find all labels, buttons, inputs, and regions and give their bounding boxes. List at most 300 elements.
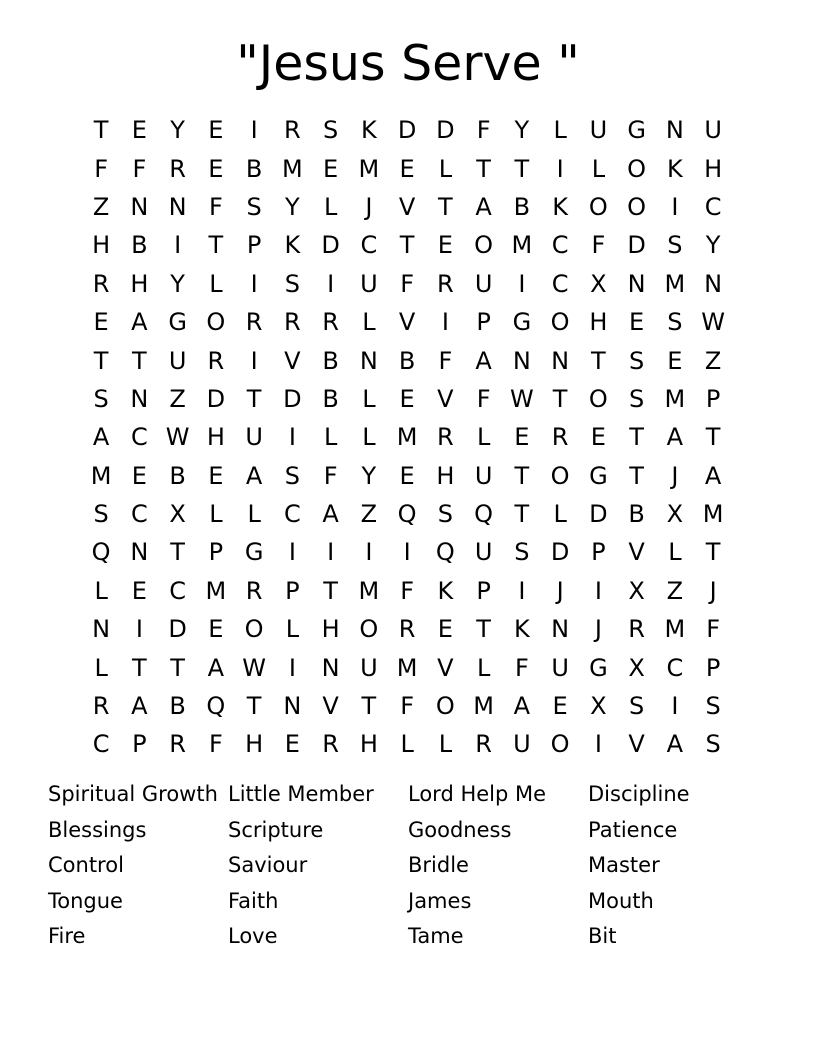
grid-letter[interactable]: S xyxy=(246,192,262,221)
grid-letter[interactable]: B xyxy=(628,500,645,529)
grid-letter[interactable]: U xyxy=(360,653,378,682)
grid-letter[interactable]: F xyxy=(438,346,453,375)
grid-letter[interactable]: H xyxy=(130,269,149,298)
grid-letter[interactable]: D xyxy=(206,384,226,413)
grid-letter[interactable]: R xyxy=(398,615,416,644)
grid-letter[interactable]: M xyxy=(282,154,303,183)
grid-letter[interactable]: L xyxy=(209,500,223,529)
grid-letter[interactable]: K xyxy=(361,116,377,145)
grid-letter[interactable]: T xyxy=(591,346,606,375)
grid-letter[interactable]: E xyxy=(437,231,453,260)
grid-letter[interactable]: L xyxy=(438,154,453,183)
grid-letter[interactable]: T xyxy=(170,538,185,567)
grid-letter[interactable]: C xyxy=(92,730,110,759)
grid-letter[interactable]: M xyxy=(664,269,686,298)
grid-letter[interactable]: E xyxy=(590,423,606,452)
grid-letter[interactable]: R xyxy=(437,423,454,452)
grid-letter[interactable]: V xyxy=(437,653,454,682)
grid-letter[interactable]: H xyxy=(436,461,455,490)
grid-letter[interactable]: F xyxy=(400,576,415,605)
grid-letter[interactable]: E xyxy=(399,461,415,490)
grid-letter[interactable]: T xyxy=(170,653,185,682)
grid-letter[interactable]: R xyxy=(284,116,301,145)
grid-letter[interactable]: E xyxy=(323,154,339,183)
grid-letter[interactable]: B xyxy=(513,192,531,221)
grid-letter[interactable]: S xyxy=(437,500,453,529)
grid-letter[interactable]: E xyxy=(399,154,415,183)
grid-letter[interactable]: P xyxy=(591,538,606,567)
grid-row xyxy=(82,303,742,341)
grid-letter[interactable]: J xyxy=(594,615,602,644)
grid-letter[interactable]: Z xyxy=(169,384,186,413)
grid-letter[interactable]: E xyxy=(437,615,453,644)
grid-letter[interactable]: W xyxy=(510,384,534,413)
grid-letter[interactable]: G xyxy=(244,538,264,567)
grid-letter[interactable]: A xyxy=(92,423,110,452)
grid-letter[interactable]: N xyxy=(359,346,378,375)
grid-letter[interactable]: T xyxy=(361,692,377,721)
grid-letter[interactable]: E xyxy=(208,461,224,490)
grid-letter[interactable]: M xyxy=(511,231,533,260)
grid-letter[interactable]: D xyxy=(436,116,455,145)
grid-letter[interactable]: U xyxy=(360,269,378,298)
grid-letter[interactable]: C xyxy=(551,231,569,260)
grid-letter[interactable]: K xyxy=(514,615,530,644)
grid-letter[interactable]: A xyxy=(475,192,492,221)
grid-letter[interactable]: L xyxy=(94,576,108,605)
grid-letter[interactable]: T xyxy=(514,461,530,490)
grid-letter[interactable]: H xyxy=(245,730,264,759)
grid-letter[interactable]: D xyxy=(283,384,302,413)
grid-letter[interactable]: R xyxy=(322,308,339,337)
grid-letter[interactable]: T xyxy=(399,231,415,260)
grid-letter[interactable]: O xyxy=(474,231,494,260)
grid-letter[interactable]: S xyxy=(629,346,645,375)
grid-letter[interactable]: Q xyxy=(206,692,226,721)
grid-letter[interactable]: M xyxy=(473,692,494,721)
grid-letter[interactable]: F xyxy=(208,192,223,221)
grid-letter[interactable]: A xyxy=(704,461,722,490)
grid-letter[interactable]: M xyxy=(702,500,724,529)
grid-letter[interactable]: N xyxy=(551,346,570,375)
grid-letter[interactable]: I xyxy=(441,308,449,337)
grid-letter[interactable]: N xyxy=(130,538,149,567)
grid-letter[interactable]: O xyxy=(206,308,226,337)
grid-letter[interactable]: N xyxy=(512,346,531,375)
grid-letter[interactable]: N xyxy=(704,269,723,298)
grid-letter[interactable]: X xyxy=(590,269,607,298)
grid-letter[interactable]: Z xyxy=(666,576,684,605)
grid-letter[interactable]: W xyxy=(165,423,190,452)
word-list-item: Mouth xyxy=(588,888,654,913)
grid-letter[interactable]: I xyxy=(288,653,296,682)
grid-letter[interactable]: B xyxy=(169,692,186,721)
grid-letter[interactable]: S xyxy=(514,538,530,567)
grid-letter[interactable]: L xyxy=(553,500,567,529)
grid-letter[interactable]: S xyxy=(629,384,645,413)
grid-letter[interactable]: B xyxy=(131,231,148,260)
grid-letter[interactable]: C xyxy=(666,653,684,682)
word-list-item: Tongue xyxy=(48,888,123,913)
grid-letter[interactable]: A xyxy=(666,730,684,759)
grid-letter[interactable]: M xyxy=(90,461,112,490)
grid-letter[interactable]: L xyxy=(591,154,606,183)
word-list-item: Patience xyxy=(588,817,678,842)
grid-letter[interactable]: J xyxy=(556,576,564,605)
grid-letter[interactable]: S xyxy=(667,308,683,337)
grid-letter[interactable]: C xyxy=(130,500,148,529)
grid-letter[interactable]: P xyxy=(246,231,262,260)
grid-letter[interactable]: E xyxy=(208,116,224,145)
grid-letter[interactable]: P xyxy=(285,576,300,605)
grid-letter[interactable]: T xyxy=(438,192,453,221)
grid-letter[interactable]: L xyxy=(553,116,567,145)
grid-letter[interactable]: F xyxy=(476,384,491,413)
grid-letter[interactable]: N xyxy=(130,192,149,221)
grid-letter[interactable]: E xyxy=(131,461,147,490)
grid-letter[interactable]: O xyxy=(627,192,647,221)
grid-letter[interactable]: S xyxy=(705,692,721,721)
grid-letter[interactable]: U xyxy=(474,269,493,298)
grid-letter[interactable]: N xyxy=(665,116,684,145)
grid-letter[interactable]: C xyxy=(283,500,301,529)
grid-letter[interactable]: A xyxy=(131,692,148,721)
grid-letter[interactable]: V xyxy=(398,192,416,221)
grid-letter[interactable]: N xyxy=(92,615,111,644)
grid-letter[interactable]: Y xyxy=(170,269,185,298)
grid-letter[interactable]: S xyxy=(284,461,300,490)
grid-letter[interactable]: X xyxy=(590,692,607,721)
grid-letter[interactable]: N xyxy=(130,384,149,413)
grid-letter[interactable]: O xyxy=(359,615,379,644)
grid-letter[interactable]: C xyxy=(551,269,569,298)
grid-letter[interactable]: A xyxy=(207,653,225,682)
grid-letter[interactable]: F xyxy=(132,154,147,183)
grid-letter[interactable]: H xyxy=(92,231,111,260)
grid-letter[interactable]: T xyxy=(246,692,262,721)
grid-letter[interactable]: K xyxy=(552,192,568,221)
grid-letter[interactable]: U xyxy=(474,538,493,567)
grid-letter[interactable]: D xyxy=(397,116,417,145)
grid-letter[interactable]: N xyxy=(627,269,646,298)
grid-letter[interactable]: I xyxy=(327,269,335,298)
grid-letter[interactable]: T xyxy=(132,653,147,682)
grid-letter[interactable]: Q xyxy=(91,538,111,567)
grid-letter[interactable]: U xyxy=(704,116,722,145)
grid-letter[interactable]: F xyxy=(400,692,415,721)
grid-letter[interactable]: R xyxy=(628,615,645,644)
grid-letter[interactable]: L xyxy=(476,653,491,682)
grid-letter[interactable]: B xyxy=(322,384,339,413)
grid-letter[interactable]: I xyxy=(365,538,373,567)
grid-letter[interactable]: F xyxy=(323,461,338,490)
grid-letter[interactable]: U xyxy=(513,730,531,759)
grid-letter[interactable]: T xyxy=(552,384,568,413)
grid-letter[interactable]: I xyxy=(671,192,679,221)
grid-letter[interactable]: U xyxy=(168,346,187,375)
grid-letter[interactable]: U xyxy=(245,423,263,452)
grid-letter[interactable]: H xyxy=(359,730,378,759)
grid-letter[interactable]: T xyxy=(629,461,644,490)
grid-letter[interactable]: L xyxy=(476,423,491,452)
grid-letter[interactable]: S xyxy=(93,500,109,529)
grid-letter[interactable]: R xyxy=(207,346,225,375)
grid-letter[interactable]: X xyxy=(169,500,186,529)
grid-letter[interactable]: F xyxy=(208,730,223,759)
word-list-item: Little Member xyxy=(228,782,374,806)
grid-letter[interactable]: D xyxy=(321,231,340,260)
grid-letter[interactable]: X xyxy=(628,576,645,605)
grid-letter[interactable]: O xyxy=(588,384,608,413)
grid-letter[interactable]: K xyxy=(667,154,683,183)
grid-letter[interactable]: L xyxy=(438,730,453,759)
grid-letter[interactable]: M xyxy=(396,423,418,452)
grid-letter[interactable]: H xyxy=(589,308,608,337)
grid-letter[interactable]: E xyxy=(208,154,224,183)
grid-letter[interactable]: A xyxy=(322,500,339,529)
grid-letter[interactable]: G xyxy=(589,653,608,682)
grid-letter[interactable]: D xyxy=(550,538,570,567)
grid-letter[interactable]: P xyxy=(476,308,491,337)
grid-letter[interactable]: Y xyxy=(705,231,721,260)
grid-letter[interactable]: I xyxy=(556,154,564,183)
grid-letter[interactable]: I xyxy=(594,576,602,605)
grid-letter[interactable]: C xyxy=(130,423,148,452)
grid-letter[interactable]: T xyxy=(705,423,721,452)
grid-letter[interactable]: C xyxy=(360,231,378,260)
grid-letter[interactable]: N xyxy=(168,192,187,221)
grid-letter[interactable]: T xyxy=(705,538,721,567)
grid-letter[interactable]: S xyxy=(705,730,721,759)
grid-letter[interactable]: F xyxy=(476,116,491,145)
grid-letter[interactable]: G xyxy=(168,308,187,337)
grid-letter[interactable]: L xyxy=(247,500,261,529)
grid-letter[interactable]: B xyxy=(322,346,339,375)
grid-letter[interactable]: Y xyxy=(514,116,530,145)
grid-letter[interactable]: H xyxy=(206,423,225,452)
grid-letter[interactable]: L xyxy=(362,384,376,413)
grid-letter[interactable]: V xyxy=(398,308,416,337)
grid-letter[interactable]: R xyxy=(437,269,454,298)
grid-letter[interactable]: I xyxy=(250,269,258,298)
grid-letter[interactable]: R xyxy=(322,730,339,759)
grid-letter[interactable]: L xyxy=(209,269,223,298)
grid-letter[interactable]: L xyxy=(94,653,108,682)
grid-letter[interactable]: V xyxy=(628,538,645,567)
grid-letter[interactable]: H xyxy=(321,615,340,644)
grid-letter[interactable]: I xyxy=(594,730,602,759)
grid-letter[interactable]: G xyxy=(627,116,646,145)
grid-letter[interactable]: I xyxy=(288,423,296,452)
grid-letter[interactable]: Q xyxy=(435,538,455,567)
word-list-item: Scripture xyxy=(228,817,324,842)
grid-letter[interactable]: P xyxy=(705,653,721,682)
grid-letter[interactable]: R xyxy=(284,308,301,337)
grid-letter[interactable]: U xyxy=(551,653,569,682)
grid-letter[interactable]: B xyxy=(245,154,263,183)
grid-letter[interactable]: G xyxy=(589,461,608,490)
grid-letter[interactable]: P xyxy=(476,576,491,605)
grid-letter[interactable]: R xyxy=(92,269,110,298)
grid-letter[interactable]: R xyxy=(92,692,110,721)
grid-letter[interactable]: R xyxy=(475,730,492,759)
grid-letter[interactable]: E xyxy=(93,308,109,337)
grid-letter[interactable]: L xyxy=(668,538,682,567)
grid-letter[interactable]: T xyxy=(208,231,224,260)
grid-letter[interactable]: N xyxy=(321,653,340,682)
grid-letter[interactable]: L xyxy=(362,423,376,452)
grid-row xyxy=(82,265,742,303)
grid-letter[interactable]: Z xyxy=(92,192,110,221)
grid-letter[interactable]: X xyxy=(666,500,684,529)
grid-letter[interactable]: C xyxy=(169,576,186,605)
grid-letter[interactable]: M xyxy=(358,154,380,183)
grid-letter[interactable]: A xyxy=(513,692,531,721)
grid-letter[interactable]: R xyxy=(169,730,186,759)
grid-letter[interactable]: X xyxy=(628,653,645,682)
grid-letter[interactable]: E xyxy=(284,730,300,759)
grid-letter[interactable]: V xyxy=(284,346,301,375)
grid-letter[interactable]: I xyxy=(403,538,411,567)
grid-letter[interactable]: Y xyxy=(361,461,377,490)
grid-letter[interactable]: O xyxy=(244,615,264,644)
grid-letter[interactable]: P xyxy=(132,730,147,759)
grid-letter[interactable]: S xyxy=(93,384,109,413)
word-list-item: Goodness xyxy=(408,817,512,842)
grid-letter[interactable]: S xyxy=(323,116,339,145)
grid-letter[interactable]: W xyxy=(701,308,725,337)
grid-letter[interactable]: Q xyxy=(474,500,494,529)
grid-letter[interactable]: M xyxy=(664,384,686,413)
grid-letter[interactable]: J xyxy=(671,461,679,490)
grid-letter[interactable]: F xyxy=(706,615,721,644)
grid-letter[interactable]: K xyxy=(437,576,454,605)
grid-letter[interactable]: I xyxy=(518,269,526,298)
grid-letter[interactable]: I xyxy=(250,346,258,375)
word-list-item: Spiritual Growth xyxy=(48,782,218,806)
grid-letter[interactable]: E xyxy=(629,308,645,337)
grid-letter[interactable]: F xyxy=(591,231,606,260)
grid-letter[interactable]: R xyxy=(169,154,186,183)
grid-letter[interactable]: L xyxy=(285,615,300,644)
grid-letter[interactable]: D xyxy=(589,500,608,529)
grid-letter[interactable]: U xyxy=(589,116,608,145)
grid-letter[interactable]: A xyxy=(666,423,684,452)
grid-letter[interactable]: L xyxy=(362,308,376,337)
grid-letter[interactable]: E xyxy=(399,384,415,413)
grid-letter[interactable]: R xyxy=(551,423,569,452)
grid-letter[interactable]: E xyxy=(514,423,530,452)
grid-letter[interactable]: O xyxy=(435,692,455,721)
grid-letter[interactable]: N xyxy=(551,615,570,644)
grid-letter[interactable]: B xyxy=(398,346,416,375)
grid-letter[interactable]: J xyxy=(709,576,717,605)
grid-letter[interactable]: V xyxy=(322,692,339,721)
grid-letter[interactable]: F xyxy=(400,269,415,298)
grid-letter[interactable]: T xyxy=(514,154,530,183)
grid-letter[interactable]: T xyxy=(629,423,644,452)
grid-letter[interactable]: V xyxy=(437,384,454,413)
letter-grid xyxy=(82,111,742,764)
grid-letter[interactable]: E xyxy=(667,346,683,375)
grid-letter[interactable]: T xyxy=(93,346,109,375)
grid-letter[interactable]: O xyxy=(550,730,570,759)
grid-letter[interactable]: A xyxy=(475,346,492,375)
grid-letter[interactable]: L xyxy=(400,730,414,759)
grid-letter[interactable]: T xyxy=(246,384,262,413)
grid-letter[interactable]: E xyxy=(208,615,224,644)
grid-letter[interactable]: O xyxy=(550,308,570,337)
grid-letter[interactable]: S xyxy=(667,231,683,260)
grid-letter[interactable]: L xyxy=(323,423,338,452)
grid-letter[interactable]: I xyxy=(288,538,296,567)
grid-letter[interactable]: Y xyxy=(285,192,300,221)
grid-letter[interactable]: L xyxy=(323,192,338,221)
grid-letter[interactable]: E xyxy=(131,116,147,145)
grid-letter[interactable]: O xyxy=(550,461,570,490)
grid-letter[interactable]: H xyxy=(704,154,723,183)
grid-letter[interactable]: I xyxy=(518,576,526,605)
grid-letter[interactable]: V xyxy=(628,730,645,759)
grid-letter[interactable]: I xyxy=(135,615,143,644)
grid-letter[interactable]: R xyxy=(245,576,263,605)
grid-letter[interactable]: T xyxy=(132,346,147,375)
grid-letter[interactable]: S xyxy=(629,692,645,721)
grid-letter[interactable]: E xyxy=(131,576,147,605)
grid-letter[interactable]: I xyxy=(250,116,258,145)
grid-letter[interactable]: T xyxy=(93,116,109,145)
grid-letter[interactable]: N xyxy=(283,692,302,721)
grid-letter[interactable]: O xyxy=(627,154,647,183)
grid-letter[interactable]: M xyxy=(396,653,418,682)
grid-letter[interactable]: M xyxy=(205,576,227,605)
grid-letter[interactable]: T xyxy=(514,500,530,529)
grid-letter[interactable]: T xyxy=(323,576,338,605)
grid-letter[interactable]: I xyxy=(671,692,679,721)
grid-letter[interactable]: P xyxy=(208,538,224,567)
grid-letter[interactable]: Y xyxy=(170,116,185,145)
grid-letter[interactable]: O xyxy=(588,192,608,221)
grid-letter[interactable]: T xyxy=(476,615,491,644)
grid-letter[interactable]: M xyxy=(358,576,380,605)
grid-letter[interactable]: G xyxy=(512,308,532,337)
grid-letter[interactable]: Q xyxy=(397,500,417,529)
grid-letter[interactable]: D xyxy=(168,615,187,644)
grid-letter[interactable]: W xyxy=(242,653,266,682)
grid-letter[interactable]: F xyxy=(94,154,109,183)
grid-letter[interactable]: S xyxy=(284,269,300,298)
grid-letter[interactable]: A xyxy=(245,461,263,490)
grid-letter[interactable]: J xyxy=(365,192,373,221)
grid-letter[interactable]: U xyxy=(474,461,493,490)
grid-letter[interactable]: P xyxy=(705,384,721,413)
grid-letter[interactable]: E xyxy=(552,692,568,721)
word-list-item: Faith xyxy=(228,888,279,913)
grid-letter[interactable]: K xyxy=(284,231,301,260)
grid-letter[interactable]: I xyxy=(327,538,335,567)
grid-letter[interactable]: A xyxy=(131,308,148,337)
grid-letter[interactable]: R xyxy=(245,308,263,337)
grid-letter[interactable]: Z xyxy=(360,500,378,529)
grid-letter[interactable]: C xyxy=(704,192,722,221)
grid-letter[interactable]: I xyxy=(174,231,182,260)
grid-letter[interactable]: M xyxy=(664,615,686,644)
grid-letter[interactable]: Z xyxy=(704,346,722,375)
grid-letter[interactable]: B xyxy=(169,461,186,490)
grid-letter[interactable]: F xyxy=(514,653,529,682)
grid-letter[interactable]: T xyxy=(476,154,491,183)
grid-letter[interactable]: D xyxy=(627,231,646,260)
